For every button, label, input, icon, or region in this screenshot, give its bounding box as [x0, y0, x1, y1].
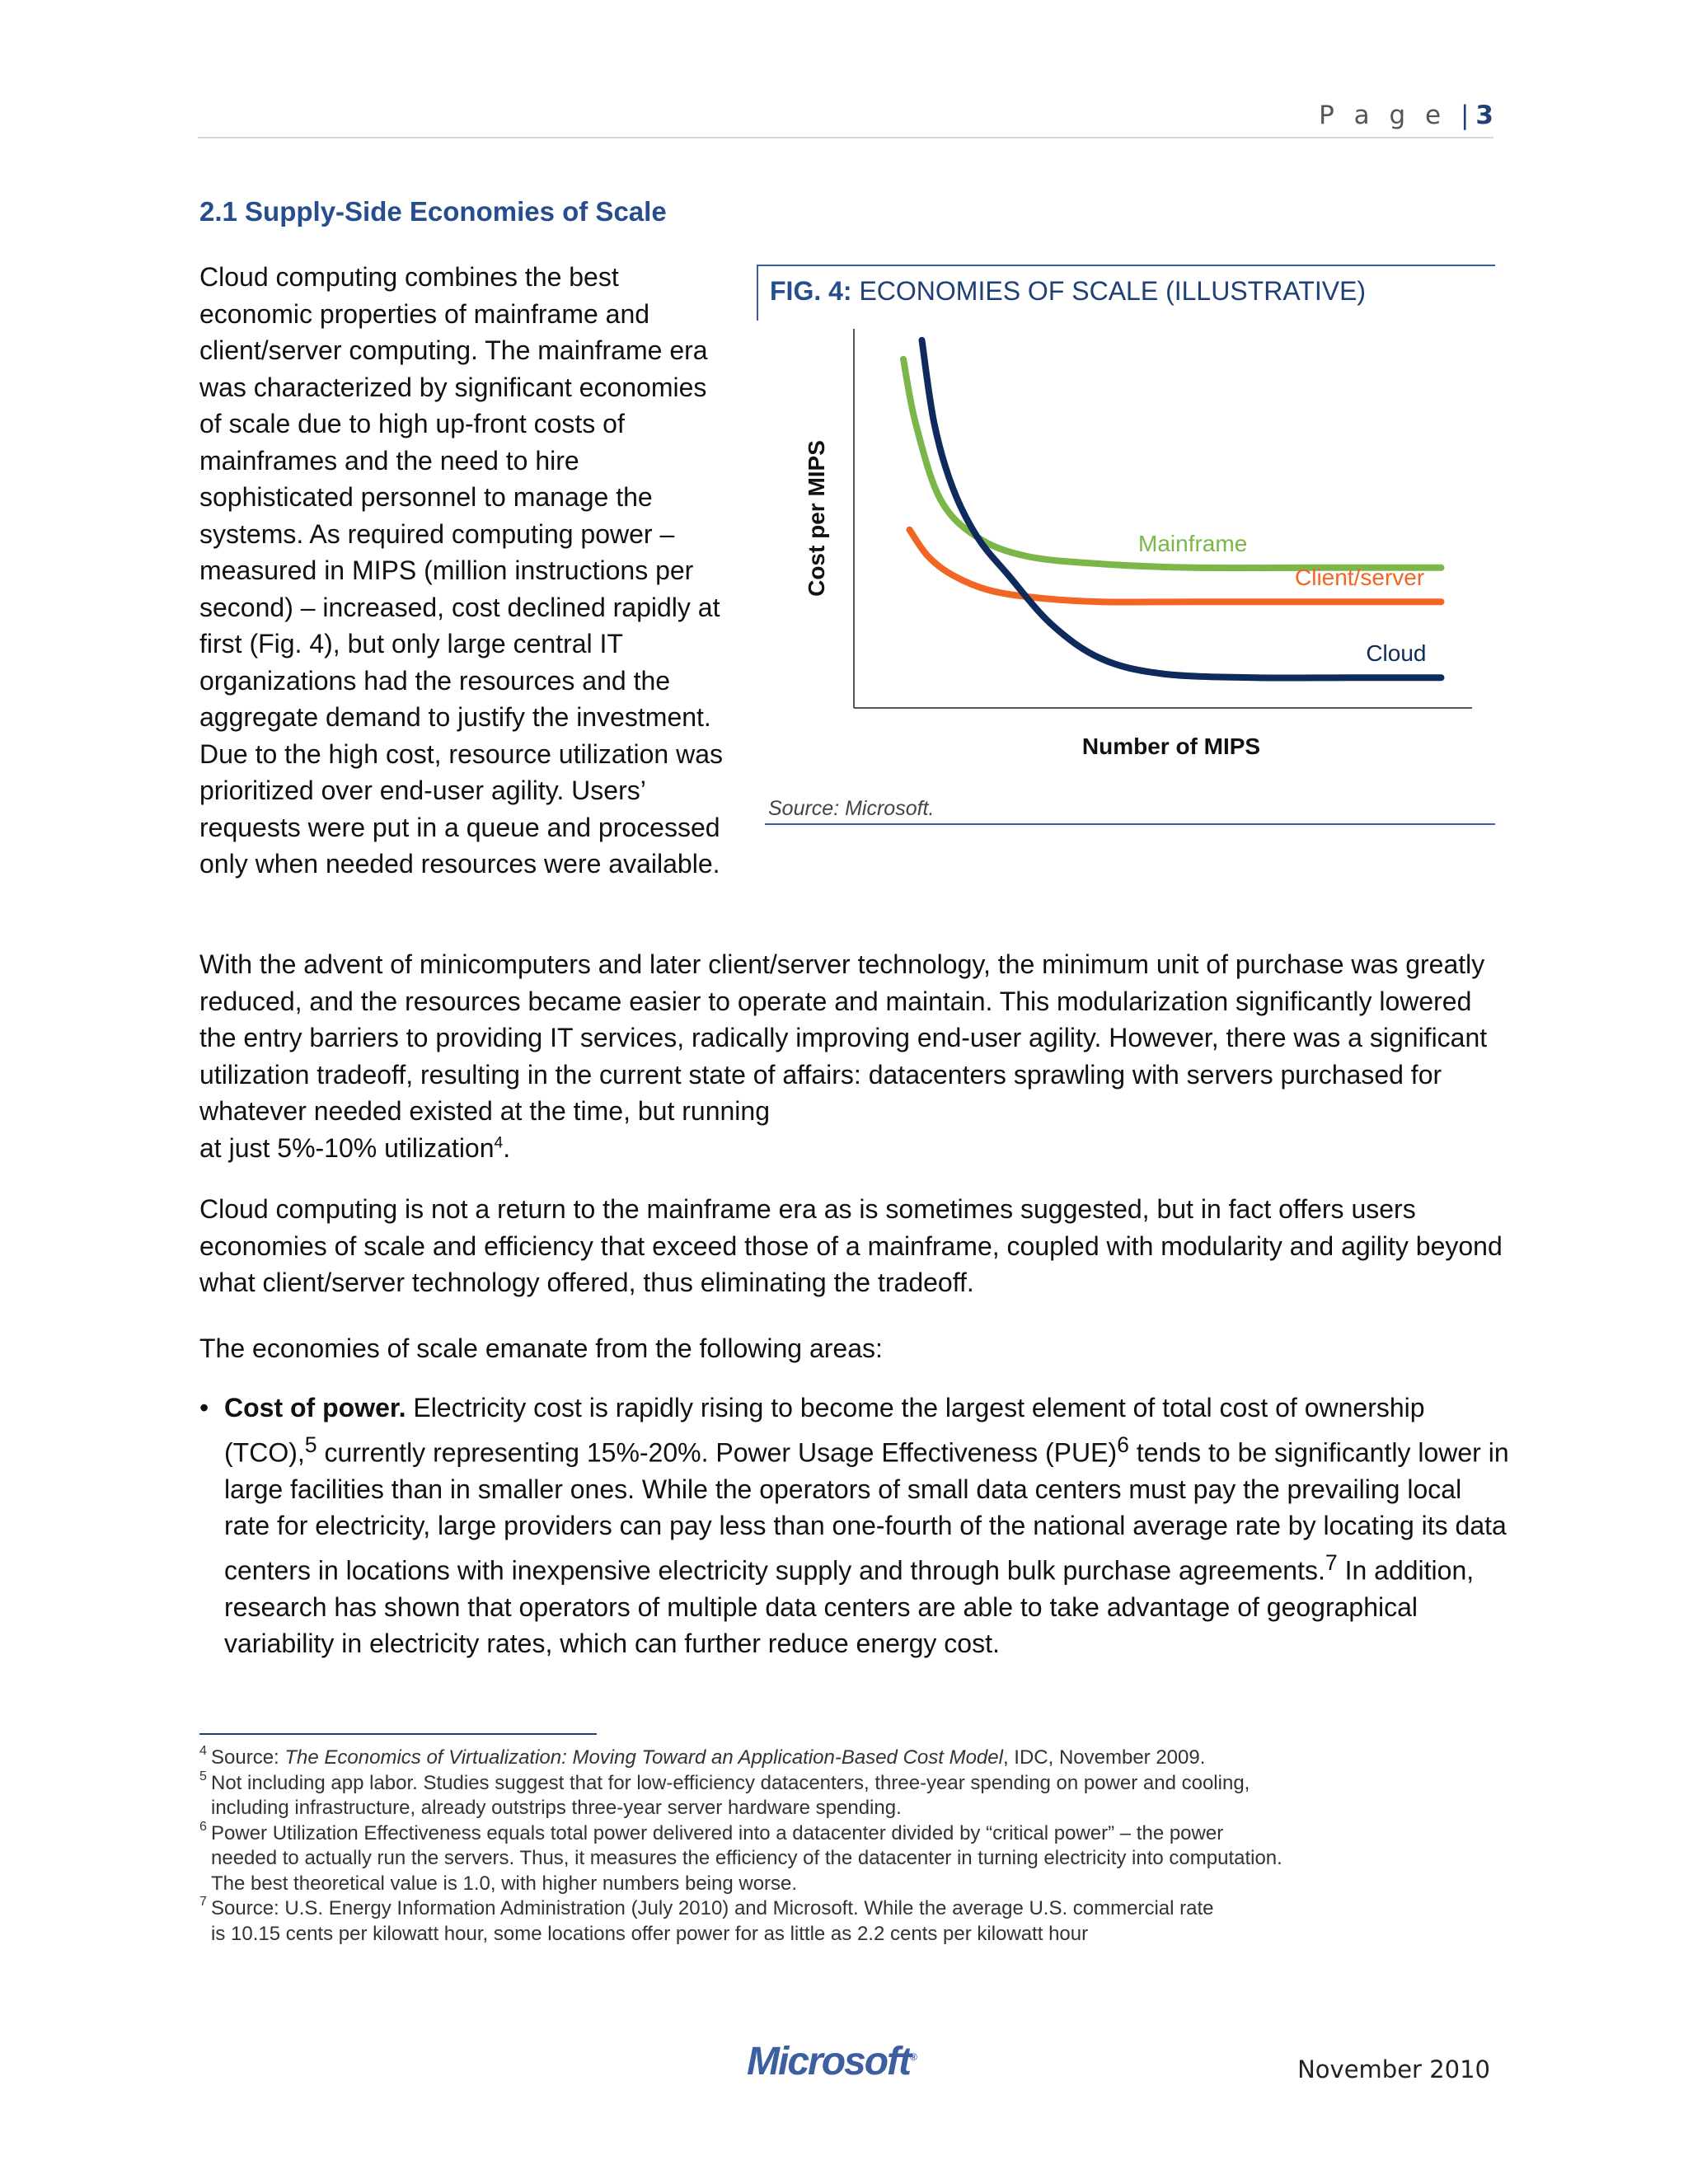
footnote-text: Source: U.S. Energy Information Administration (July 2010) and Microsoft. While the average U.S. commercial rate	[211, 1897, 1214, 1919]
footnote-ref-5[interactable]: 5	[304, 1432, 317, 1457]
footnote-text: is 10.15 cents per kilowatt hour, some locations offer power for as little as 2.2 cents per kilowatt hour	[211, 1922, 1089, 1945]
bullet-lead: Cost of power.	[224, 1393, 406, 1422]
paragraph-text-end: at just 5%-10% utilization	[199, 1132, 495, 1163]
footnote-ref-6[interactable]: 6	[1117, 1432, 1129, 1457]
footnote-text: The best theoretical value is 1.0, with higher numbers being worse.	[211, 1872, 798, 1895]
bullet-cost-of-power	[199, 1390, 1510, 1662]
bullet-text	[224, 1390, 1510, 1662]
footnote-5	[199, 1771, 1510, 1821]
footnote-7	[199, 1896, 1510, 1947]
footer-date: November 2010	[1297, 2055, 1490, 2083]
footnote-number: 5	[199, 1769, 207, 1783]
footnote-text: , IDC, November 2009.	[1002, 1746, 1206, 1769]
series-label-mainframe: Mainframe	[1138, 530, 1248, 556]
footnote-number: 4	[199, 1744, 207, 1758]
page-number: P a g e | 3	[1319, 101, 1493, 130]
series-label-client-server: Client/server	[1295, 565, 1425, 591]
bullet-text-part: In addition, research has shown that operators of multiple data centers are able to take advantage of geographical variability in electricity rates, which can further reduce energy cost.	[224, 1555, 1475, 1659]
page-number-value: 3	[1475, 101, 1493, 130]
figure-title-text: ECONOMIES OF SCALE (ILLUSTRATIVE)	[859, 276, 1367, 306]
section-title: 2.1 Supply-Side Economies of Scale	[199, 196, 667, 227]
logo-mark: ®	[910, 2051, 917, 2063]
footnote-ref-4[interactable]: 4	[494, 1133, 504, 1151]
series-label-cloud: Cloud	[1366, 640, 1427, 667]
footnote-text: Power Utilization Effectiveness equals total power delivered into a datacenter divided by “critical power” – the power	[211, 1821, 1224, 1844]
figure-bottom-rule	[765, 823, 1495, 825]
footnote-4	[199, 1746, 1510, 1771]
economies-of-scale-chart	[757, 265, 1495, 825]
paragraph-tail: .	[503, 1132, 511, 1163]
x-axis-label: Number of MIPS	[1081, 733, 1261, 759]
footnote-text: Not including app labor. Studies suggest that for low-efficiency datacenters, three-year spending on power and cooling,	[211, 1771, 1250, 1794]
paragraph-text: With the advent of minicomputers and later client/server technology, the minimum unit of purchase was greatly reduced, and the resources became easier to operate and maintain. This modularization significantly lowered the entry barriers to providing IT services, radically improving end-user agility. However, there was a significant utilization tradeoff, resulting in the current state of affairs: datacenters sprawling with servers purchased for whatever needed existed at the time, but running	[199, 949, 1488, 1126]
bullet-list	[199, 1390, 1510, 1662]
bullet-text-part: currently representing 15%-20%. Power Usage Effectiveness (PUE)	[316, 1437, 1118, 1468]
paragraph-areas-intro: The economies of scale emanate from the following areas:	[199, 1333, 883, 1363]
paragraph-cloud-not-mainframe: Cloud computing is not a return to the mainframe era as is sometimes suggested, but in fact offers users economies of scale and efficiency that exceed those of a mainframe, coupled with modularity and agility beyond what client/server technology offered, thus eliminating the tradeoff.	[199, 1194, 1503, 1297]
figure-4	[757, 265, 1495, 825]
figure-source: Source: Microsoft.	[768, 797, 935, 820]
paragraph-minicomputers	[199, 946, 1510, 1166]
figure-label: FIG. 4:	[770, 276, 852, 306]
footnote-text: needed to actually run the servers. Thus, it measures the efficiency of the datacenter in turning electricity into computation.	[211, 1847, 1282, 1869]
footnote-6	[199, 1821, 1510, 1897]
footnote-source-title: The Economics of Virtualization: Moving Toward an Application-Based Cost Model	[284, 1746, 1003, 1769]
y-axis-label: Cost per MIPS	[804, 440, 829, 597]
page-header	[198, 97, 1493, 138]
bullet-dot: •	[199, 1393, 209, 1422]
bullet-text-part: Electricity cost is rapidly rising to become the largest element of total cost of ownership (TCO),	[224, 1393, 1425, 1468]
footnote-separator	[199, 1733, 597, 1735]
series-line-cloud	[922, 340, 1442, 678]
footnotes	[199, 1746, 1510, 1947]
microsoft-logo	[747, 2039, 917, 2084]
bullet-text-part: tends to be significantly lower in large facilities than in smaller ones. While the operators of small data centers must pay the prevailing local rate for electricity, large providers can pay less than one-fourth of the national average rate by locating its data centers in locations with inexpensive electricity supply and through bulk purchase agreements.	[224, 1437, 1509, 1586]
footnote-number: 6	[199, 1819, 207, 1834]
intro-paragraph: Cloud computing combines the best economic properties of mainframe and client/server computing. The mainframe era was characterized by significant economies of scale due to high up-front costs of mainframes and the need to hire sophisticated personnel to manage the systems. As required computing power – measured in MIPS (million instructions per second) – increased, cost declined rapidly at first (Fig. 4), but only large central IT organizations had the resources and the aggregate demand to justify the investment. Due to the high cost, resource utilization was prioritized over end-user agility. Users’ requests were put in a queue and processed only when needed resources were available.	[199, 262, 723, 879]
logo-text: Microsoft	[747, 2040, 910, 2083]
footnote-number: 7	[199, 1895, 207, 1909]
footnote-text: including infrastructure, already outstrips three-year server hardware spending.	[211, 1797, 902, 1819]
page-label: P a g e	[1319, 101, 1447, 130]
footnote-text: Source:	[211, 1746, 285, 1769]
footnote-ref-7[interactable]: 7	[1325, 1549, 1338, 1575]
